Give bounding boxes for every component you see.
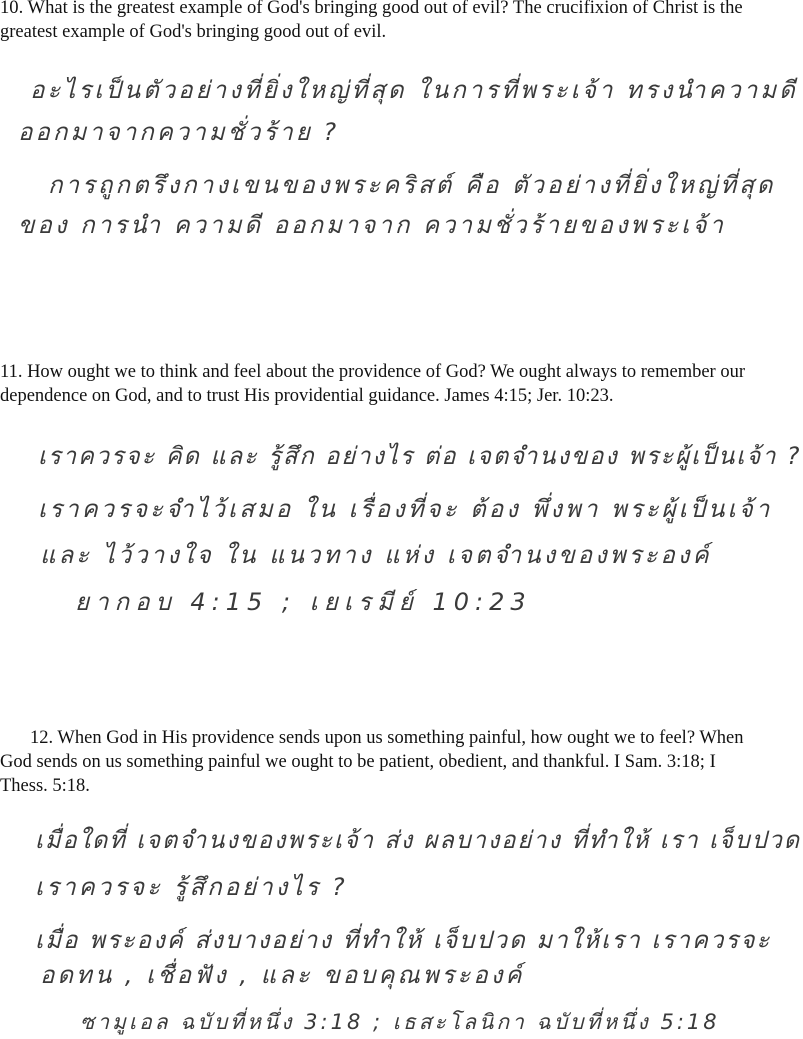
q12-handwritten-line-4: อดทน , เชื่อฟัง , และ ขอบคุณพระองค์ bbox=[40, 961, 525, 989]
q12-handwritten-line-3: เมื่อ พระองค์ ส่งบางอย่าง ที่ทำให้ เจ็บปวด มาให้เรา เราควรจะ bbox=[35, 926, 772, 954]
q12-handwritten-line-5: ซามูเอล ฉบับที่หนึ่ง 3:18 ; เธสะโลนิกา ฉบับที่หนึ่ง 5:18 bbox=[80, 1010, 720, 1034]
q12-printed-line-2: God sends on us something painful we ought to be patient, obedient, and thankful. I Sam. 3:18; I bbox=[0, 752, 716, 772]
q11-printed-line-1: 11. How ought we to think and feel about the providence of God? We ought always to remember our bbox=[0, 362, 745, 382]
q10-handwritten-line-3: การถูกตรึงกางเขนของพระคริสต์ คือ ตัวอย่างที่ยิ่งใหญ่ที่สุด bbox=[48, 171, 776, 199]
q11-handwritten-line-1: เราควรจะ คิด และ รู้สึก อย่างไร ต่อ เจตจำนงของ พระผู้เป็นเจ้า ? bbox=[38, 442, 802, 470]
q11-handwritten-line-2: เราควรจะจำไว้เสมอ ใน เรื่องที่จะ ต้อง พึ่งพา พระผู้เป็นเจ้า bbox=[38, 495, 773, 523]
q12-handwritten-line-1: เมื่อใดที่ เจตจำนงของพระเจ้า ส่ง ผลบางอย่าง ที่ทำให้ เรา เจ็บปวด bbox=[35, 826, 802, 854]
q11-printed-line-2: dependence on God, and to trust His providential guidance. James 4:15; Jer. 10:23. bbox=[0, 386, 614, 406]
q10-handwritten-line-1: อะไรเป็นตัวอย่างที่ยิ่งใหญ่ที่สุด ในการที่พระเจ้า ทรงนำความดี bbox=[30, 76, 798, 104]
q11-handwritten-line-3: และ ไว้วางใจ ใน แนวทาง แห่ง เจตจำนงของพระองค์ bbox=[40, 541, 712, 569]
q10-printed-line-2: greatest example of God's bringing good out of evil. bbox=[0, 22, 387, 42]
q11-handwritten-line-4: ยากอบ 4:15 ; เยเรมีย์ 10:23 bbox=[75, 588, 532, 616]
q12-printed-line-3: Thess. 5:18. bbox=[0, 776, 90, 796]
q10-handwritten-line-2: ออกมาจากความชั่วร้าย ? bbox=[18, 118, 340, 146]
q12-handwritten-line-2: เราควรจะ รู้สึกอย่างไร ? bbox=[35, 873, 348, 901]
q10-printed-line-1: 10. What is the greatest example of God's bringing good out of evil? The crucifixion of Christ is the bbox=[0, 0, 743, 18]
q10-handwritten-line-4: ของ การนำ ความดี ออกมาจาก ความชั่วร้ายของพระเจ้า bbox=[18, 211, 726, 239]
q12-printed-line-1: 12. When God in His providence sends upon us something painful, how ought we to feel? When bbox=[30, 728, 744, 748]
